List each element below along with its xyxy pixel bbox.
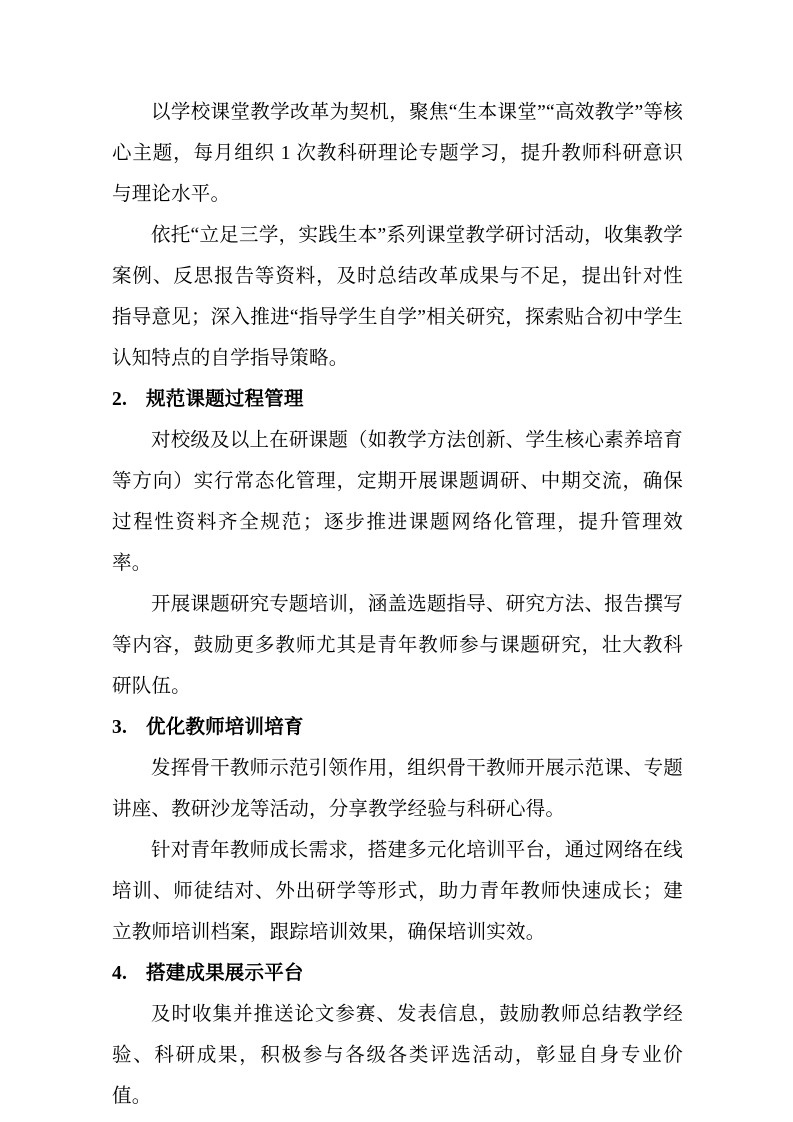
- section-heading-text: 优化教师培训培育: [146, 717, 304, 738]
- section-heading-text: 规范课题过程管理: [146, 389, 304, 410]
- body-paragraph: 针对青年教师成长需求，搭建多元化培训平台，通过网络在线培训、师徒结对、外出研学等形式，助力青年教师快速成长；建立教师培训档案，跟踪培训效果，确保培训实效。: [112, 840, 683, 943]
- body-paragraph: 及时收集并推送论文参赛、发表信息，鼓励教师总结教学经验、科研成果，积极参与各级各类评选活动，彰显自身专业价值。: [112, 1004, 683, 1107]
- section-number: 4.: [112, 963, 128, 984]
- body-paragraph: 对校级及以上在研课题（如教学方法创新、学生核心素养培育等方向）实行常态化管理，定期开展课题调研、中期交流，确保过程性资料齐全规范；逐步推进课题网络化管理，提升管理效率。: [112, 430, 683, 574]
- body-paragraph: 发挥骨干教师示范引领作用，组织骨干教师开展示范课、专题讲座、教研沙龙等活动，分享教学经验与科研心得。: [112, 758, 683, 820]
- section-number: 2.: [112, 389, 128, 410]
- body-paragraph: 开展课题研究专题培训，涵盖选题指导、研究方法、报告撰写等内容，鼓励更多教师尤其是青年教师参与课题研究，壮大教科研队伍。: [112, 594, 683, 697]
- section-heading: [112, 379, 683, 420]
- section-heading-text: 搭建成果展示平台: [146, 963, 304, 984]
- document-body: [112, 92, 683, 1117]
- section-heading: [112, 953, 683, 994]
- section-heading: [112, 707, 683, 748]
- section-number: 3.: [112, 717, 128, 738]
- body-paragraph: 依托“立足三学，实践生本”系列课堂教学研讨活动，收集教学案例、反思报告等资料，及时总结改革成果与不足，提出针对性指导意见；深入推进“指导学生自学”相关研究，探索贴合初中学生认知特点的自学指导策略。: [112, 225, 683, 369]
- body-paragraph: 以学校课堂教学改革为契机，聚焦“生本课堂”“高效教学”等核心主题，每月组织 1 次教科研理论专题学习，提升教师科研意识与理论水平。: [112, 102, 683, 205]
